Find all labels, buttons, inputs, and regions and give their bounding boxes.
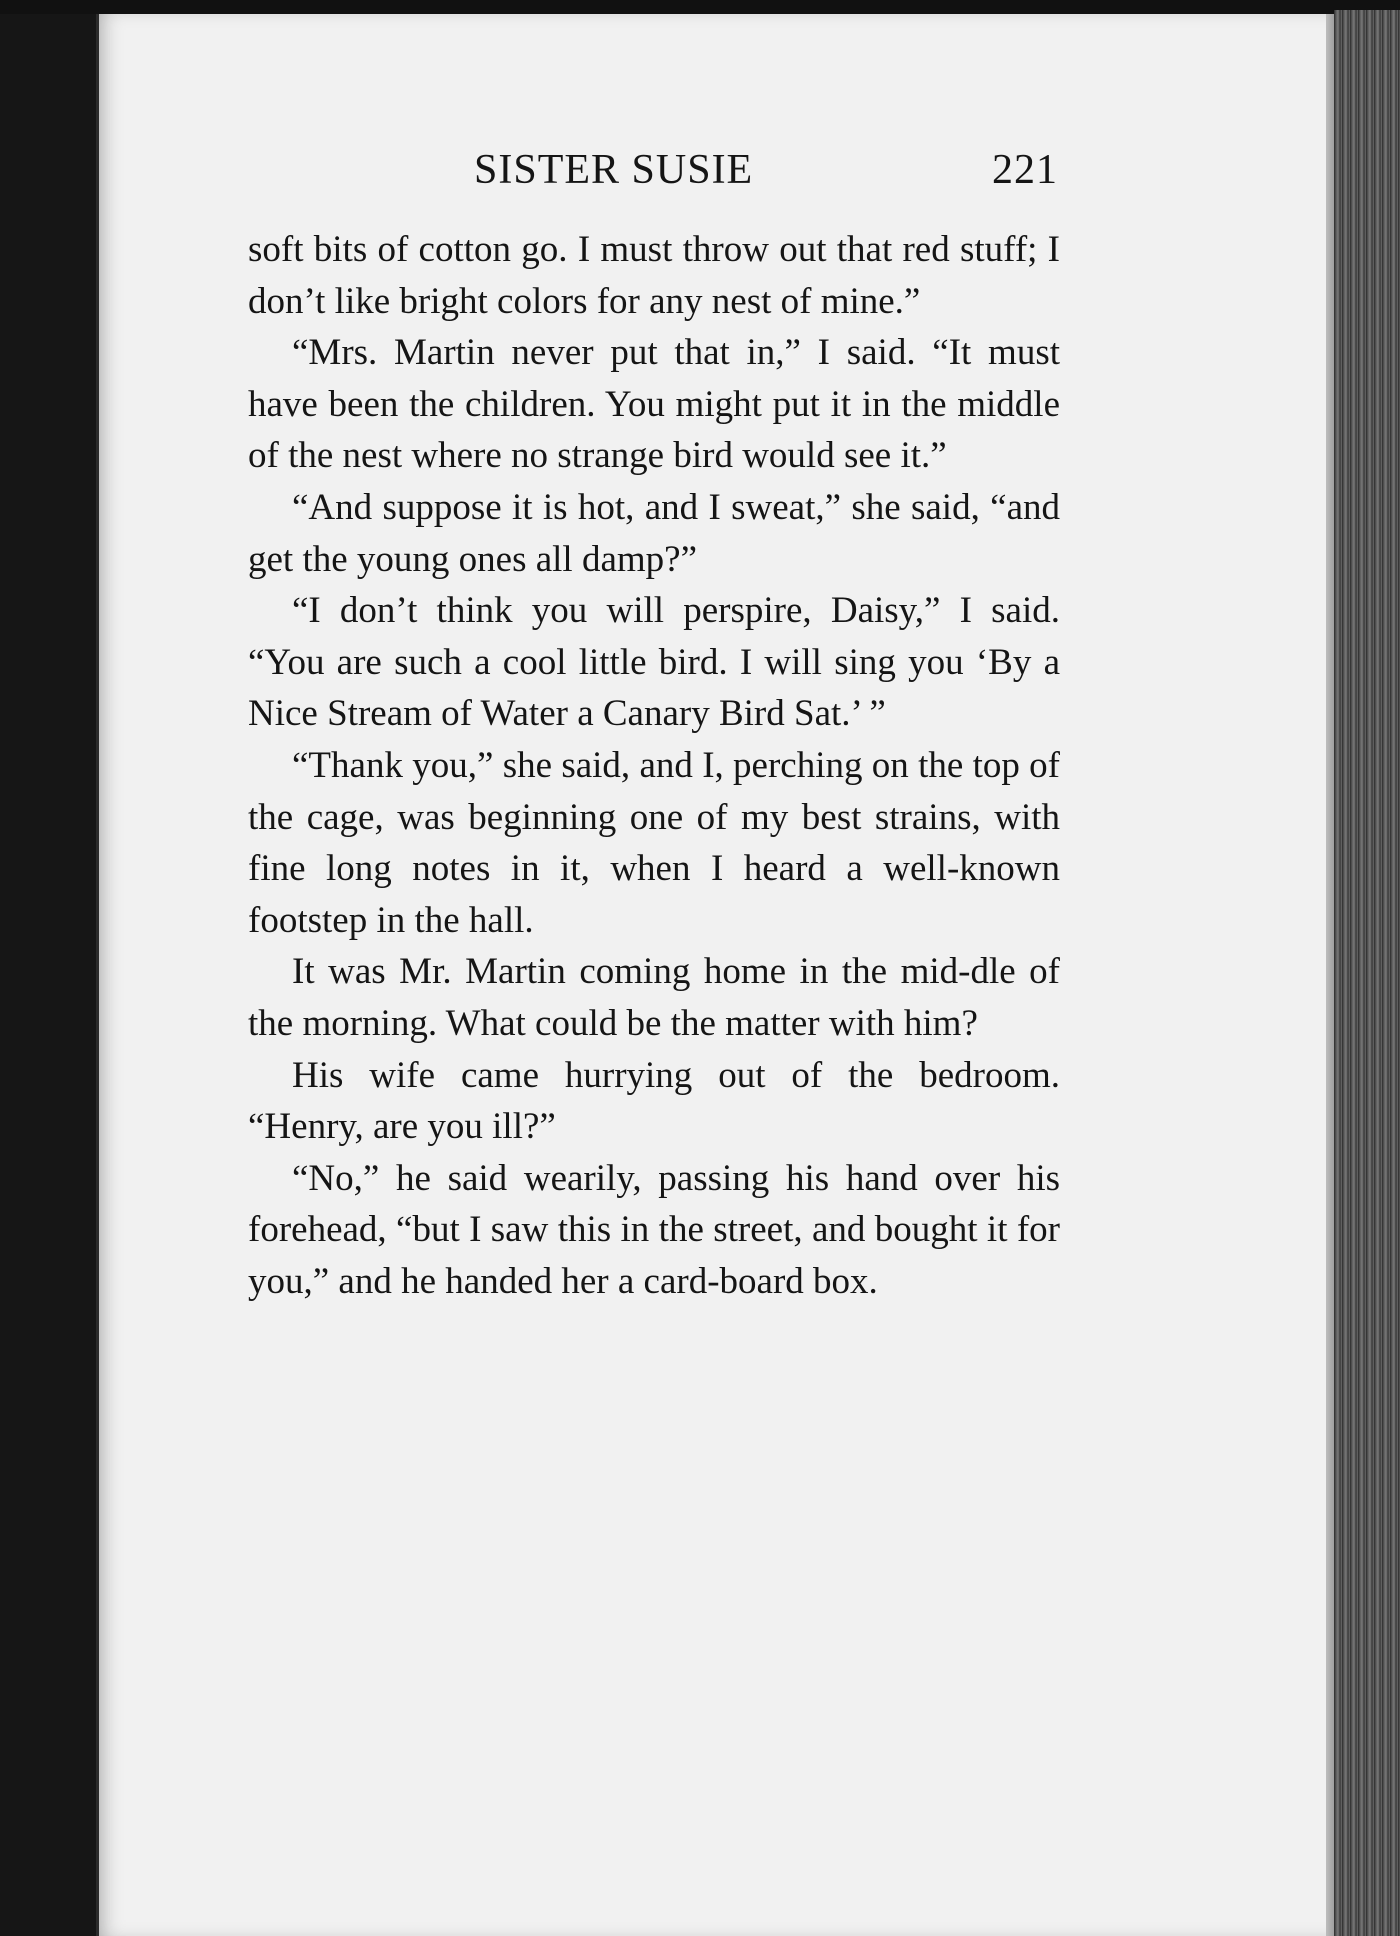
paragraph: “And suppose it is hot, and I sweat,” she said, “and get the young ones all damp?”: [248, 486, 1060, 580]
page-number: 221: [992, 147, 1058, 193]
paragraph: “Thank you,” she said, and I, perching on the top of the cage, was beginning one of my best strains, with fine long notes in it, when I heard a well-known footstep in the hall.: [248, 744, 1060, 941]
body-text: [248, 224, 1060, 1307]
book-fore-edge: [1334, 10, 1400, 1936]
text-block: [248, 140, 1060, 1307]
running-head: [248, 140, 1060, 204]
paragraph: “I don’t think you will perspire, Daisy,” I said. “You are such a cool little bird. I will sing you ‘By a Nice Stream of Water a Canary Bird Sat.’ ”: [248, 590, 1060, 735]
paragraph: His wife came hurrying out of the bedroom. “Henry, are you ill?”: [248, 1054, 1060, 1148]
paragraph: It was Mr. Martin coming home in the mid-dle of the morning. What could be the matter with him?: [248, 951, 1060, 1044]
running-title: SISTER SUSIE: [474, 147, 754, 193]
paragraph: “Mrs. Martin never put that in,” I said. “It must have been the children. You might put it in the middle of the nest where no strange bird would see it.”: [248, 332, 1060, 477]
paragraph: soft bits of cotton go. I must throw out that red stuff; I don’t like bright colors for any nest of mine.”: [248, 229, 1060, 322]
page-gutter: [96, 14, 99, 1936]
paragraph: “No,” he said wearily, passing his hand over his forehead, “but I saw this in the street, and bought it for you,” and he handed her a card-board box.: [248, 1157, 1060, 1302]
scan-top-border: [0, 0, 1400, 14]
